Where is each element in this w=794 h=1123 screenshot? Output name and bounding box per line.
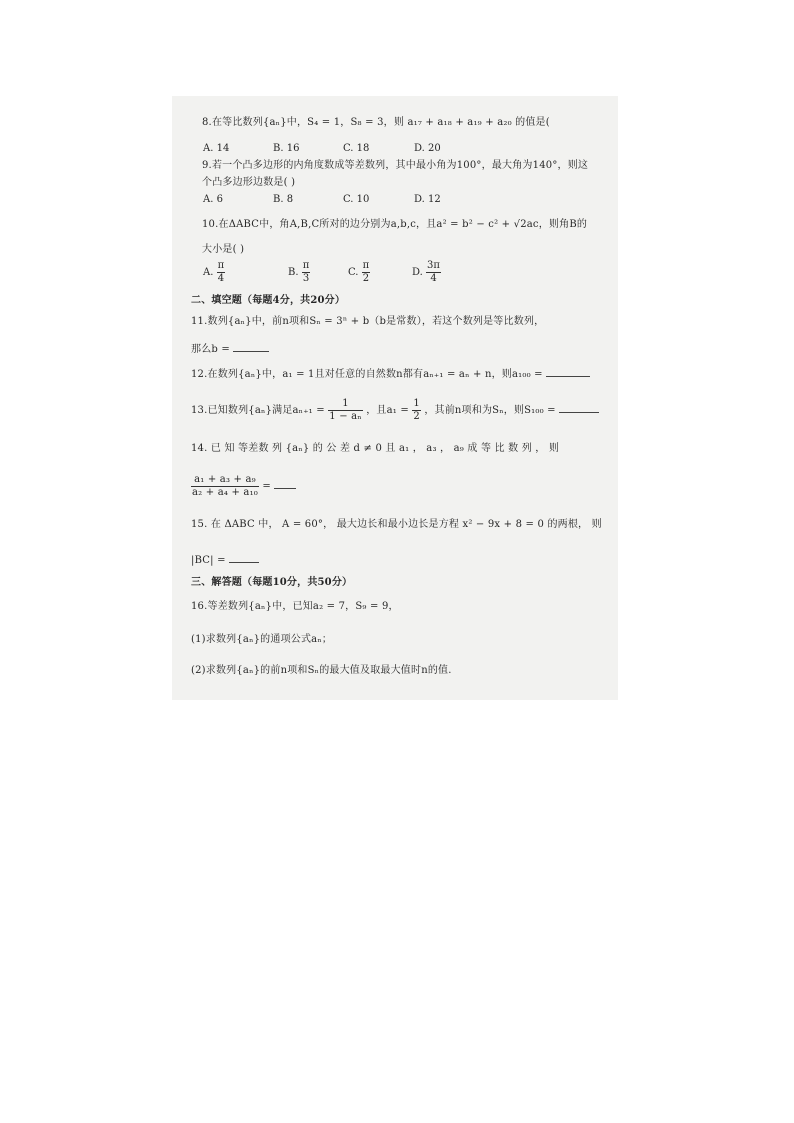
q8-option-b: B. 16 [273,143,300,154]
question-16-part-2: (2)求数列{aₙ}的前n项和Sₙ的最大值及取最大值时n的值. [191,665,452,676]
q10-option-c-label: C. [348,267,359,278]
question-13-post: ，其前n项和为Sₙ，则S₁₀₀ = [424,405,556,416]
question-15-line-2 [191,552,259,568]
question-13-pre: 13.已知数列{aₙ}满足aₙ₊₁ = [191,405,325,416]
q13-fraction-2-num: 1 [413,398,420,409]
question-9-line-2: 个凸多边形边数是( ) [202,177,296,188]
question-10-line-2: 大小是( ) [202,244,245,255]
q10-option-b-den: 3 [302,273,310,284]
question-10-line-1: 10.在ΔABC中，角A,B,C所对的边分别为a,b,c，且a² = b² − c² + √2ac，则角B的 [202,219,588,230]
question-11-line-1: 11.数列{aₙ}中，前n项和Sₙ = 3ⁿ + b（b是常数），若这个数列是等比数列， [191,316,545,327]
q8-option-a: A. 14 [203,143,230,154]
question-16-part-1: (1)求数列{aₙ}的通项公式aₙ； [191,634,333,645]
q14-answer-blank [274,478,296,489]
q10-option-b [288,260,310,285]
q10-option-a-den: 4 [217,273,225,284]
q10-option-c-den: 2 [362,273,370,284]
q10-option-b-fraction [302,260,311,285]
q9-option-d: D. 12 [414,194,441,205]
q12-answer-blank [546,366,590,377]
q10-option-b-label: B. [288,267,299,278]
q10-option-d-fraction [426,260,441,285]
q9-option-a: A. 6 [203,194,223,205]
q8-option-c: C. 18 [343,143,370,154]
question-13-line [191,398,599,423]
question-15-answer-label: |BC| = [191,555,226,566]
question-15-line-1: 15. 在 ΔABC 中， A = 60°， 最大边长和最小边长是方程 x² − 9x + 8 = 0 的两根， 则 [191,519,602,530]
q13-fraction-1 [328,398,363,423]
question-8-text: 8.在等比数列{aₙ}中，S₄ = 1，S₈ = 3，则 a₁₇ + a₁₈ + a₁₉ + a₂₀ 的值是( [202,117,550,128]
q13-fraction-1-den: 1 − aₙ [329,411,362,422]
question-11-answer-label: 那么b = [191,344,230,355]
q10-option-d-label: D. [412,267,423,278]
q13-answer-blank [559,402,599,413]
question-13-mid: ，且a₁ = [366,405,409,416]
question-12-line [191,366,590,382]
section-2-heading: 二、填空题（每题4分，共20分） [191,295,346,306]
q9-option-b: B. 8 [273,194,294,205]
q13-fraction-1-num: 1 [328,398,363,411]
q10-option-c [348,260,370,285]
q10-option-b-num: π [302,260,310,271]
q9-option-c: C. 10 [343,194,370,205]
q10-option-c-num: π [362,260,370,271]
q10-option-a-label: A. [203,267,214,278]
q10-option-c-fraction [362,260,371,285]
question-16-line-1: 16.等差数列{aₙ}中，已知a₂ = 7，S₉ = 9， [191,601,399,612]
q10-option-a-fraction [217,260,226,285]
question-14-line-1: 14. 已 知 等差数 列 {aₙ} 的 公 差 d ≠ 0 且 a₁ ， a₃ ， a₉ 成 等 比 数 列 ， 则 [191,443,560,454]
q15-answer-blank [229,552,259,563]
q11-answer-blank [233,341,269,352]
q10-option-a-num: π [217,260,225,271]
question-14-equals: = [262,481,271,492]
q8-option-d: D. 20 [414,143,441,154]
q10-option-d-num: 3π [427,260,440,271]
q10-option-a [203,260,225,285]
q10-option-d [412,260,441,285]
question-9-line-1: 9.若一个凸多边形的内角度数成等差数列，其中最小角为100°，最大角为140°，则这 [202,160,589,171]
q10-option-d-den: 4 [430,273,437,284]
q13-fraction-2-den: 2 [413,411,420,422]
q14-fraction-den: a₂ + a₄ + a₁₀ [192,487,258,498]
section-3-heading: 三、解答题（每题10分，共50分） [191,577,353,588]
question-11-line-2 [191,341,269,357]
q14-fraction-num: a₁ + a₃ + a₉ [191,474,259,487]
question-14-line-2 [191,474,296,499]
question-12-text: 12.在数列{aₙ}中，a₁ = 1且对任意的自然数n都有aₙ₊₁ = aₙ + n，则a₁₀₀ = [191,369,543,380]
q13-fraction-2 [412,398,421,423]
q14-fraction [191,474,259,499]
